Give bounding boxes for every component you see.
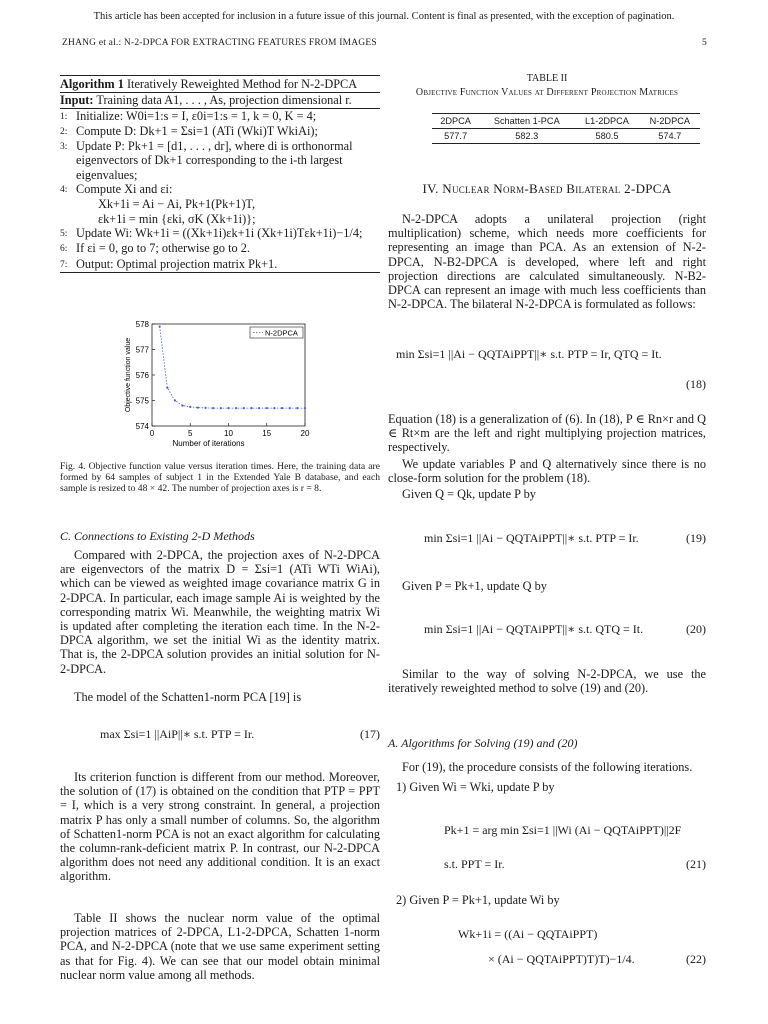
x-tick-label: 5 (188, 429, 193, 438)
y-tick-label: 574 (135, 422, 149, 431)
figure-caption: Fig. 4. Objective function value versus iteration times. Here, the training data are formed by 64 samples of subject 1 in the Extended Yale B database, and each sample is resized to 48 × 42. The number of projection axes is r = 8. (60, 461, 380, 495)
algorithm-caption (60, 76, 380, 92)
algorithm-step-text: εk+1i = min {εki, σK (Xk+1i)}; (98, 211, 256, 226)
table-value-cell: 582.3 (479, 129, 574, 144)
equation-22: Wk+1i = ((Ai − QQTAiPPT) (458, 927, 598, 941)
table-header-cell: 2DPCA (432, 114, 479, 129)
algorithm-label: Algorithm 1 (60, 77, 124, 91)
x-tick-label: 20 (300, 429, 310, 438)
data-point (258, 407, 260, 409)
data-point (182, 405, 184, 407)
section-c-para3: Its criterion function is different from our method. Moreover, the solution of (17) is obtained on the condition that PTP = PPT = I, which is a very strong constraint. In general, a projection matrix P has only a small number of columns. So, the algorithm of Schatten1-norm PCA is not an exact algorithm for calculating the column-rank-deficient matrix P. In contrast, our N-2-DPCA algorithm does not need any additional condition. It is an exact algorithm. (60, 770, 380, 884)
algorithm-step-number: 4: (60, 185, 68, 196)
algorithm-input: Input: Training data A1, . . . , As, projection dimensional r. (60, 93, 352, 108)
y-tick-label: 575 (135, 396, 149, 406)
data-point (220, 407, 222, 409)
page-number: 5 (702, 38, 707, 48)
table-ii (432, 113, 700, 144)
algorithm-steps (60, 109, 380, 272)
algorithm-step (60, 197, 380, 211)
section-c-heading: C. Connections to Existing 2-D Methods (60, 529, 255, 543)
algorithm-step-number (60, 197, 76, 211)
section-a-para1: For (19), the procedure consists of the following iterations. (402, 760, 693, 774)
table-header-cell: Schatten 1-PCA (479, 114, 574, 129)
data-point (174, 399, 176, 401)
algorithm-step (60, 124, 380, 139)
legend-label: N-2DPCA (265, 328, 298, 338)
algorithm-step (60, 226, 380, 241)
y-tick-label: 578 (135, 320, 149, 329)
equation-21-number: (21) (686, 857, 706, 871)
algorithm-step-text: Update Wi: Wk+1i = ((Xk+1i)εk+1i (Xk+1i)Tεk+1i)−1/4; (76, 225, 363, 240)
algorithm-step (60, 257, 380, 272)
equation-20-number: (20) (686, 622, 706, 636)
data-point (166, 387, 168, 389)
objective-function-chart (60, 318, 380, 456)
algorithm-step (60, 212, 380, 226)
equation-19-number: (19) (686, 531, 706, 545)
equation-22-number: (22) (686, 952, 706, 966)
algorithm-step (60, 109, 380, 124)
algorithm-step-number: 3: (60, 142, 68, 153)
algorithm-step-number: 5: (60, 228, 68, 239)
equation-18-number: (18) (686, 377, 706, 391)
data-point (204, 407, 206, 409)
algorithm-step-text: Initialize: W0i=1:s = I, ε0i=1:s = 1, k = 0, K = 4; (76, 108, 317, 123)
section-iv-para4: Given Q = Qk, update P by (402, 487, 536, 501)
data-point (235, 407, 237, 409)
section-iv-para3: We update variables P and Q alternatively since there is no close-form solution for the problem (18). (388, 457, 706, 486)
table-value-cell: 574.7 (640, 129, 700, 144)
algorithm-step (60, 241, 380, 256)
section-iv-para5: Given P = Pk+1, update Q by (402, 579, 547, 593)
algorithm-step-text: Compute Xi and εi: (76, 182, 173, 197)
section-iv-heading: IV. Nuclear Norm-Based Bilateral 2-DPCA (422, 181, 672, 196)
data-point (289, 407, 291, 409)
x-tick-label: 10 (224, 429, 233, 438)
equation-17-number: (17) (360, 727, 380, 741)
x-axis-label: Number of iterations (172, 439, 245, 448)
equation-18: min Σsi=1 ||Ai − QQTAiPPT||∗ s.t. PTP = Ir, QTQ = It. (396, 347, 662, 361)
section-a-item1: 1) Given Wi = Wki, update P by (396, 780, 555, 794)
data-point (250, 407, 252, 409)
table-ii-caption: Objective Function Values at Different Projection Matrices (415, 87, 679, 98)
algorithm-step-text: Output: Optimal projection matrix Pk+1. (76, 256, 278, 271)
running-head-title: ZHANG et al.: N-2-DPCA FOR EXTRACTING FEATURES FROM IMAGES (62, 38, 377, 48)
table-value-cell: 580.5 (574, 129, 639, 144)
y-axis-label: Objective function value (125, 337, 132, 413)
plot-frame (152, 324, 305, 426)
y-tick-label: 576 (135, 371, 149, 380)
algorithm-step-number: 2: (60, 126, 68, 137)
section-c-para2: The model of the Schatten1-norm PCA [19] is (74, 690, 302, 704)
data-point (304, 407, 306, 409)
algorithm-step-text: Update P: Pk+1 = [d1, . . . , dr], where di is orthonormal eigenvectors of Dk+1 corresponding to the i-th largest eigenvalues; (76, 139, 353, 182)
table-ii-header (388, 72, 706, 100)
equation-20: min Σsi=1 ||Ai − QQTAiPPT||∗ s.t. QTQ = It. (20) (424, 622, 706, 636)
acceptance-notice: This article has been accepted for inclusion in a future issue of this journal. Content is final as presented, with the exception of pagination. (93, 11, 675, 22)
algorithm-step (60, 139, 380, 182)
equation-21: Pk+1 = arg min Σsi=1 ||Wi (Ai − QQTAiPPT)||2F (444, 823, 682, 837)
algorithm-step-text: Xk+1i = Ai − Ai, Pk+1(Pk+1)T, (98, 197, 256, 212)
x-tick-label: 15 (262, 429, 272, 438)
algorithm-step-number: 1: (60, 111, 68, 122)
algorithm-step-number: 6: (60, 244, 68, 255)
section-a-item2: 2) Given P = Pk+1, update Wi by (396, 893, 560, 907)
table-header-cell: N-2DPCA (640, 114, 700, 129)
algorithm-step (60, 182, 380, 197)
table-header-cell: L1-2DPCA (574, 114, 639, 129)
section-c-para1: Compared with 2-DPCA, the projection axes of N-2-DPCA are eigenvectors of the matrix D = Σsi=1 (ATi WTi WiAi), which can be viewed as weighted image covariance matrix G in 2-DPCA. In particular, each image sample Ai is weighted by the corresponding matrix Wi. Meanwhile, the weighting matrix Wi is updated after completing the iteration each time. In the N-2-DPCA algorithm, we set the initial Wi as the identity matrix. That is, the 2-DPCA solution provides an initial solution for N-2-DPCA. (60, 548, 380, 676)
table-value-cell: 577.7 (432, 129, 479, 144)
y-tick-label: 577 (135, 345, 149, 355)
table-ii-label: TABLE II (526, 73, 568, 84)
section-iv-para2: Equation (18) is a generalization of (6). In (18), P ∈ Rn×r and Q ∈ Rt×m are the left and right multiplying projection matrices, respectively. (388, 412, 706, 455)
x-tick-label: 0 (149, 429, 155, 438)
algorithm-step-number (60, 212, 76, 226)
data-point (227, 407, 229, 409)
section-iv-para1: N-2-DPCA adopts a unilateral projection (right multiplication) scheme, which needs more coefficients for representing an image than PCA. As an extension of N-2-DPCA, N-B2-DPCA is developed, where left and right projection directions are calculated simultaneously. N-B2-DPCA can represent an image with much less coefficients than N-2-DPCA. The bilateral N-2-DPCA is formulated as follows: (388, 212, 706, 312)
data-point (189, 406, 191, 408)
data-point (212, 407, 214, 409)
data-point (159, 325, 161, 327)
section-c-para4: Table II shows the nuclear norm value of the optimal projection matrices of 2-DPCA, L1-2-DPCA, Schatten 1-norm PCA, and N-2-DPCA (note that we use same experiment setting as that for Fig. 4). We can see that our model obtain minimal nuclear norm value among all methods. (60, 911, 380, 982)
algorithm-step-number: 7: (60, 259, 68, 270)
data-point (273, 407, 275, 409)
section-iv-para6: Similar to the way of solving N-2-DPCA, we use the iteratively reweighted method to solve (19) and (20). (388, 667, 706, 696)
algorithm-1 (60, 75, 380, 273)
algorithm-title: Iteratively Reweighted Method for N-2-DPCA (126, 77, 358, 91)
equation-19: min Σsi=1 ||Ai − QQTAiPPT||∗ s.t. PTP = Ir. (19) (424, 531, 706, 545)
data-point (243, 407, 245, 409)
data-point (296, 407, 298, 409)
data-point (281, 407, 283, 409)
running-head (62, 38, 707, 48)
series-line (160, 327, 305, 409)
equation-17: max Σsi=1 ||AiP||∗ s.t. PTP = Ir. (17) (100, 727, 380, 741)
data-point (266, 407, 268, 409)
data-point (197, 407, 199, 409)
section-a-heading: A. Algorithms for Solving (19) and (20) (388, 736, 578, 750)
algorithm-step-text: Compute D: Dk+1 = Σsi=1 (ATi (Wki)T WkiAi); (76, 123, 318, 138)
algorithm-step-text: If εi = 0, go to 7; otherwise go to 2. (76, 241, 250, 256)
